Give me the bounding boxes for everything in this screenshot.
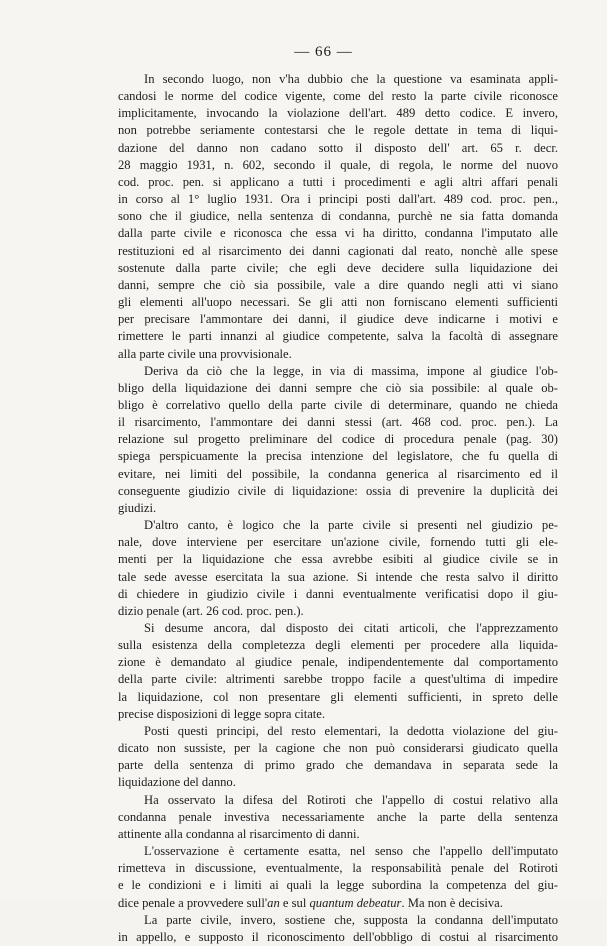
text-line: attinente alla condanna al risarcimento di danni.	[118, 826, 360, 841]
text-line: D'altro canto, è logico che la parte civile si presenti nel giudizio pe-	[144, 518, 558, 533]
text-line: bligo della liquidazione dei danni sempre che ciò sia possibile: al quale ob-	[118, 380, 558, 395]
text-line: in appello, e supposto il riconoscimento dell'obbligo di costui al risarcimento	[118, 929, 558, 944]
text-line: conseguente giudizio civile di liquidazione: ossia di prevenire la duplicità dei	[118, 483, 558, 498]
text-line: rimettere le parti innanzi al giudice competente, salva la facoltà di assegnare	[118, 329, 558, 344]
text-line: condanna penale investiva necessariamente anche la parte della sentenza	[118, 809, 558, 824]
text-line: alla parte civile una provvisionale.	[118, 346, 292, 361]
text-line: gli elementi all'uopo necessari. Se gli atti non forniscano elementi sufficienti	[118, 295, 558, 310]
text-line: non potrebbe seriamente contestarsi che le regole dettate in tema di liqui-	[118, 123, 558, 138]
text-line: L'osservazione è certamente esatta, nel senso che l'appello dell'imputato	[144, 844, 558, 859]
text-line: nale, dove interviene per esercitare un'azione civile, fornendo tutti gli ele-	[118, 535, 558, 550]
text-line: menti per la liquidazione che essa avrebbe esibiti al giudice civile se in	[118, 552, 558, 567]
text-line: Ha osservato la difesa del Rotiroti che l'appello di costui relativo alla	[144, 792, 558, 807]
text-line: giudizi.	[118, 500, 157, 515]
text-line: e le condizioni e i limiti ai quali la legge subordina la competenza del giu-	[118, 878, 558, 893]
text-line: restituzioni ed al risarcimento dei danni cagionati dal reato, nonchè alle spese	[118, 243, 558, 258]
text-line: liquidazione del danno.	[118, 775, 236, 790]
text-line: zione è demandato al giudice penale, indipendentemente dal comportamento	[118, 655, 558, 670]
italic-term: quantum debeatur	[309, 895, 402, 910]
italic-term: an	[267, 895, 280, 910]
text-line: sostenute dalla parte civile; che egli deve decidere sulla liquidazione dei	[118, 260, 558, 275]
text-line: La parte civile, invero, sostiene che, supposta la condanna dell'imputato	[144, 912, 558, 927]
text-line: della parte civile: altrimenti sarebbe troppo facile a quest'ultima di impedire	[118, 672, 558, 687]
text-line: implicitamente, invocando la violazione dell'art. 489 detto codice. E invero,	[118, 106, 558, 121]
text-line: per precisare l'ammontare dei danni, il giudice deve indicarne i motivi e	[118, 312, 558, 327]
text-line: relazione sul progetto preliminare del codice di procedura penale (pag. 30)	[118, 432, 558, 447]
text-line: sulla esistenza della completezza degli elementi per procedere alla liquida-	[118, 638, 558, 653]
text-line: parte della sentenza di primo grado che demandava in separata sede la	[118, 758, 558, 773]
text-line: rimetteva in discussione, eventualmente, la responsabilità penale del Rotiroti	[118, 861, 558, 876]
body-text	[118, 71, 558, 946]
text-line: dice penale a provvedere sull'an e sul quantum debeatur. Ma non è decisiva.	[118, 895, 503, 910]
text-line: candosi le norme del codice vigente, come del resto la parte civile riconosce	[118, 89, 558, 104]
text-line: 28 maggio 1931, n. 602, secondo il quale, di regola, le norme del nuovo	[118, 157, 558, 172]
text-line: sono che il giudice, nella sentenza di condanna, purchè ne sia fatta domanda	[118, 209, 558, 224]
text-line: in corso al 1° luglio 1931. Ora i principi posti dall'art. 489 cod. proc. pen.,	[118, 192, 558, 207]
text-line: precise disposizioni di legge sopra citate.	[118, 706, 326, 721]
text-line: bligo è correlativo quello della parte civile di determinare, quando ne chieda	[118, 397, 558, 412]
text-line: evitare, nei limiti del possibile, la condanna generica al risarcimento ed il	[118, 466, 558, 481]
page-number: — 66 —	[294, 44, 353, 60]
text-line: la liquidazione, col non presentare gli elementi sufficienti, in spreto delle	[118, 689, 558, 704]
text-line: Posti questi principi, del resto elementari, la dedotta violazione del giu-	[144, 723, 558, 738]
text-line: dalla parte civile e riconosca che essa vi ha diritto, condanna l'imputato alle	[118, 226, 558, 241]
text-line: il risarcimento, l'ammontare dei danni stessi (art. 468 cod. proc. pen.). La	[118, 415, 558, 430]
text-line: Deriva da ciò che la legge, in via di massima, impone al giudice l'ob-	[144, 363, 558, 378]
text-line: di chiedere in giudizio civile i danni eventualmente verificatisi dopo il giu-	[118, 586, 558, 601]
text-line: dicato non sussiste, per la cagione che non può considerarsi giudicato quella	[118, 741, 558, 756]
text-line: tale sede avesse esercitata la sua azione. Si intende che resta salvo il diritto	[118, 569, 558, 584]
text-line: dazione del danno non cadano sotto il disposto dell' art. 65 r. decr.	[118, 140, 558, 155]
text-line: spiega perspicuamente la precisa intenzione del legislatore, che fu quella di	[118, 449, 558, 464]
text-line: Si desume ancora, dal disposto dei citati articoli, che l'apprezzamento	[144, 621, 558, 635]
text-line: dizio penale (art. 26 cod. proc. pen.).	[118, 603, 304, 618]
text-line: cod. proc. pen. si applicano a tutti i procedimenti e agli altri affari penali	[118, 174, 558, 189]
text-line: In secondo luogo, non v'ha dubbio che la questione va esaminata appli-	[144, 72, 558, 86]
text-line: danni, sempre che ciò sia possibile, vale a dire quando negli atti vi siano	[118, 277, 558, 292]
